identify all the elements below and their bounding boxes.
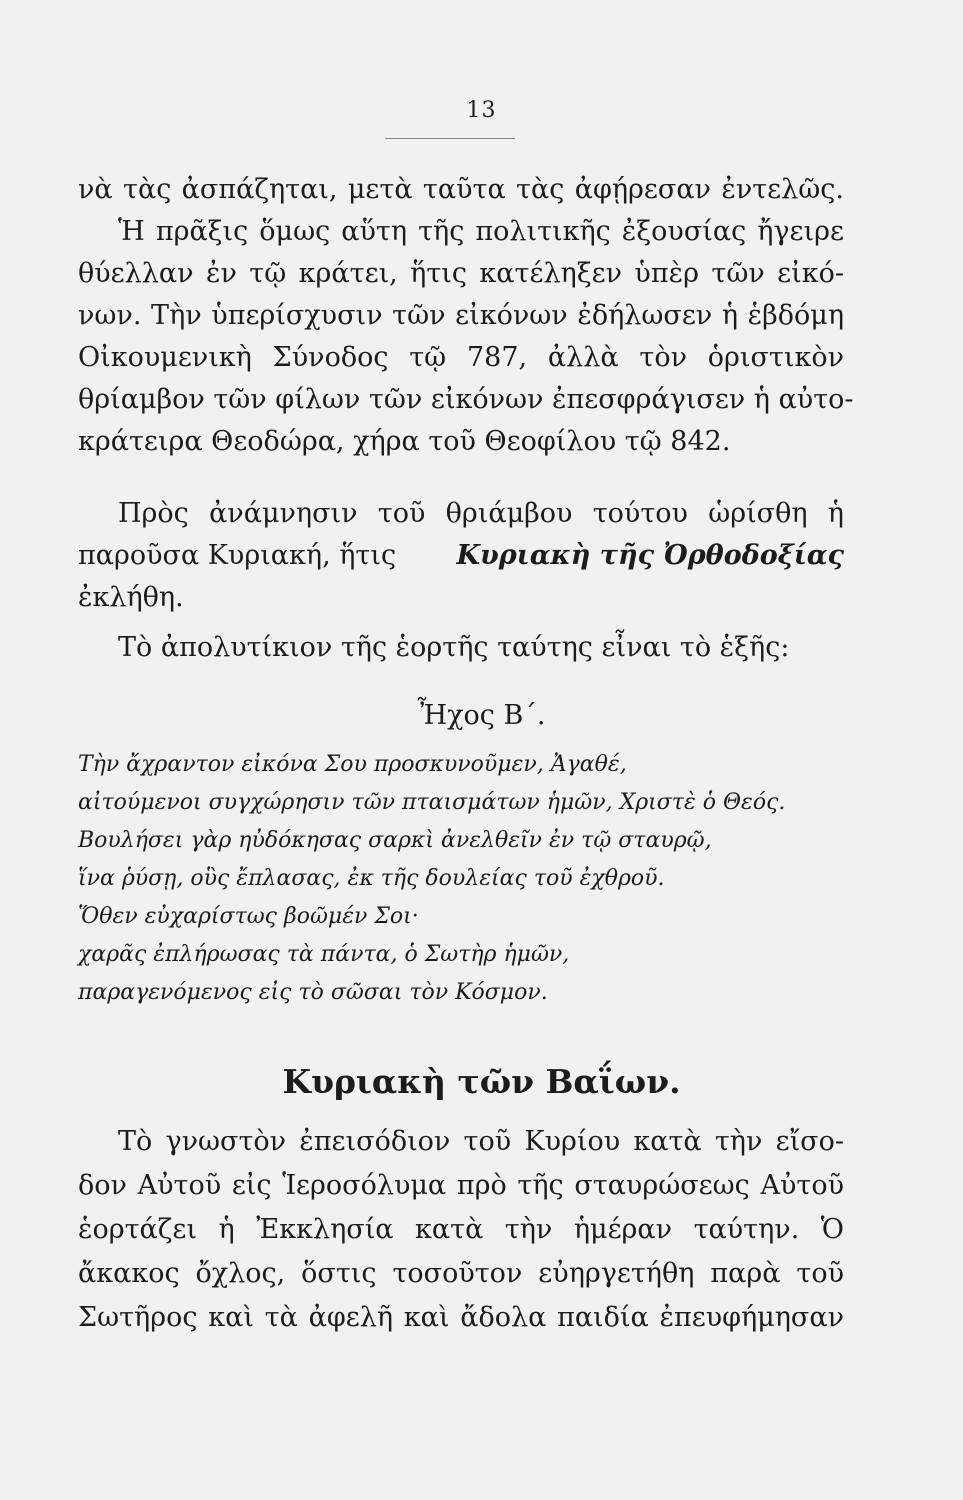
text-line: Τὸ γνωστὸν ἐπεισόδιον τοῦ Κυρίου κατὰ τὴν εἴσο-	[118, 1126, 844, 1157]
text-line: Σωτῆρος καὶ τὰ ἀφελῆ καὶ ἄδολα παιδία ἐπευφήμησαν	[78, 1302, 844, 1333]
text-line: Πρὸς ἀνάμνησιν τοῦ θριάμβου τούτου ὡρίσθη ἡ	[118, 498, 844, 529]
mode-heading: Ἦχος Β΄.	[417, 700, 546, 731]
feast-name: Κυριακὴ τῆς Ὀρθοδοξίας	[456, 540, 844, 571]
page-number: 13	[466, 98, 497, 123]
text-line: Ἡ πρᾶξις ὅμως αὕτη τῆς πολιτικῆς ἐξουσίας ἤγειρε	[118, 216, 844, 247]
section-title: Κυριακὴ τῶν Βαΐων.	[282, 1062, 681, 1101]
hymn-line: χαρᾶς ἐπλήρωσας τὰ πάντα, ὁ Σωτὴρ ἡμῶν,	[78, 942, 570, 967]
text-line: θύελλαν ἐν τῷ κράτει, ἥτις κατέληξεν ὑπὲρ τῶν εἰκό-	[78, 258, 844, 289]
text-line: νὰ τὰς ἀσπάζηται, μετὰ ταῦτα τὰς ἀφῄρεσαν ἐντελῶς.	[78, 174, 844, 205]
hymn-line: αἰτούμενοι συγχώρησιν τῶν πταισμάτων ἡμῶν, Χριστὲ ὁ Θεός.	[78, 790, 786, 815]
text-line: ἑορτάζει ἡ Ἐκκλησία κατὰ τὴν ἡμέραν ταύτην. Ὁ	[78, 1214, 844, 1245]
hymn-line: Τὴν ἄχραντον εἰκόνα Σου προσκυνοῦμεν, Ἀγαθέ,	[78, 752, 627, 777]
text-line: θρίαμβον τῶν φίλων τῶν εἰκόνων ἐπεσφράγισεν ἡ αὐτο-	[78, 384, 854, 415]
text-line	[78, 536, 844, 576]
hymn-line: Βουλήσει γὰρ ηὐδόκησας σαρκὶ ἀνελθεῖν ἐν τῷ σταυρῷ,	[78, 828, 712, 853]
text-line: Οἰκουμενικὴ Σύνοδος τῷ 787, ἀλλὰ τὸν ὁριστικὸν	[78, 342, 844, 373]
hymn-line: ἵνα ῥύσῃ, οὓς ἔπλασας, ἐκ τῆς δουλείας τοῦ ἐχθροῦ.	[78, 866, 665, 891]
text-line: νων. Τὴν ὑπερίσχυσιν τῶν εἰκόνων ἐδήλωσεν ἡ ἑβδόμη	[78, 300, 844, 331]
text-line: ἄκακος ὄχλος, ὅστις τοσοῦτον εὐηργετήθη παρὰ τοῦ	[78, 1258, 844, 1289]
hymn-line: παραγενόμενος εἰς τὸ σῶσαι τὸν Κόσμον.	[78, 980, 548, 1005]
text-fragment: παροῦσα Κυριακή, ἥτις	[78, 540, 397, 571]
text-line: δον Αὐτοῦ εἰς Ἱεροσόλυμα πρὸ τῆς σταυρώσεως Αὐτοῦ	[78, 1170, 844, 1201]
header-rule	[385, 138, 515, 139]
text-line: ἐκλήθη.	[78, 582, 184, 613]
hymn-line: Ὅθεν εὐχαρίστως βοῶμέν Σοι·	[78, 904, 419, 929]
text-line: κράτειρα Θεοδώρα, χήρα τοῦ Θεοφίλου τῷ 842.	[78, 426, 731, 457]
text-line: Τὸ ἀπολυτίκιον τῆς ἑορτῆς ταύτης εἶναι τὸ ἑξῆς:	[118, 632, 790, 663]
